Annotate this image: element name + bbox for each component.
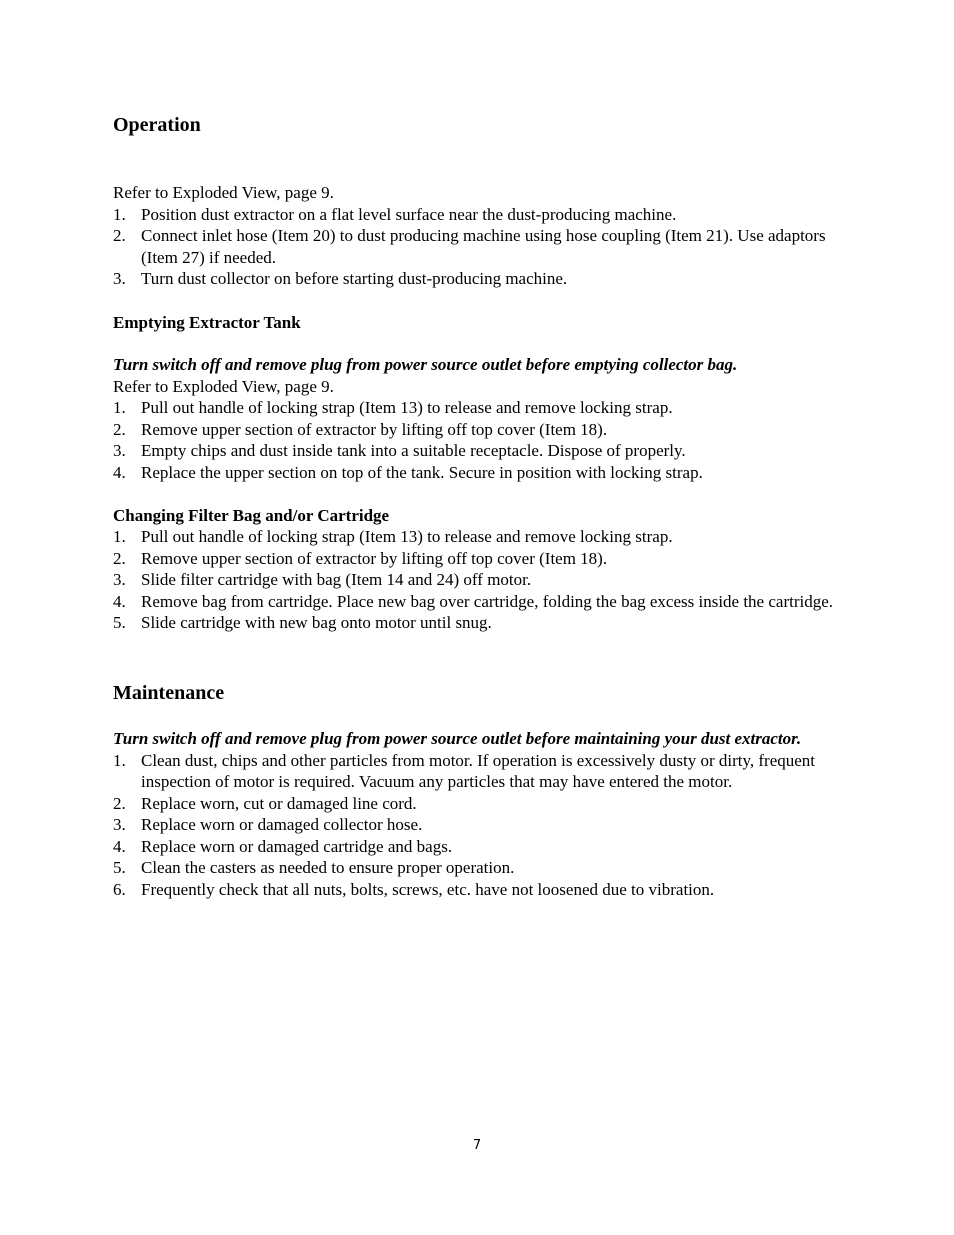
list-item — [113, 440, 843, 462]
list-number: 4. — [113, 836, 126, 856]
list-number: 6. — [113, 879, 126, 899]
list-item — [113, 419, 843, 441]
list-item-text: Clean the casters as needed to ensure proper operation. — [141, 858, 515, 877]
list-item — [113, 548, 843, 570]
list-number: 2. — [113, 793, 126, 813]
list-number: 2. — [113, 419, 126, 439]
list-number: 1. — [113, 398, 126, 417]
list-item — [113, 591, 843, 613]
filter-section — [113, 526, 843, 634]
list-number: 1. — [113, 750, 126, 770]
emptying-refer-text: Refer to Exploded View, page 9. — [113, 376, 334, 396]
list-item-text: Replace worn, cut or damaged line cord. — [141, 793, 417, 813]
operation-section — [113, 182, 843, 290]
list-item-text: Replace worn or damaged collector hose. — [141, 815, 423, 834]
page-number: 7 — [472, 1138, 482, 1153]
list-number: 3. — [113, 815, 126, 834]
list-item — [113, 225, 843, 268]
list-item — [113, 526, 843, 548]
filter-steps-list — [113, 526, 843, 634]
list-item-text: Slide cartridge with new bag onto motor until snug. — [141, 613, 492, 632]
list-item-text: Remove upper section of extractor by lifting off top cover (Item 18). — [141, 419, 608, 439]
list-item — [113, 569, 843, 591]
list-item-text: Empty chips and dust inside tank into a suitable receptacle. Dispose of properly. — [141, 441, 686, 460]
operation-heading: Operation — [113, 114, 201, 136]
emptying-steps-list — [113, 397, 843, 483]
list-item-text: Remove upper section of extractor by lifting off top cover (Item 18). — [141, 548, 608, 568]
list-item — [113, 857, 843, 879]
list-item-text: Clean dust, chips and other particles from motor. If operation is excessively dusty or dirty, frequent inspection of motor is required. Vacuum any particles that may have entered the motor. — [141, 750, 816, 791]
emptying-section — [113, 354, 843, 483]
list-item-text: Pull out handle of locking strap (Item 13) to release and remove locking strap. — [141, 527, 673, 546]
list-number: 5. — [113, 858, 126, 877]
list-item-text: Remove bag from cartridge. Place new bag over cartridge, folding the bag excess inside the cartridge. — [141, 591, 834, 611]
list-item — [113, 397, 843, 419]
maintenance-heading: Maintenance — [113, 682, 225, 704]
list-number: 1. — [113, 204, 126, 224]
list-number: 2. — [113, 226, 126, 245]
list-number: 3. — [113, 269, 126, 288]
maintenance-section — [113, 728, 843, 900]
list-number: 3. — [113, 441, 126, 460]
maintenance-steps-list — [113, 750, 843, 901]
list-number: 4. — [113, 591, 126, 611]
list-item — [113, 612, 843, 634]
list-item-text: Slide filter cartridge with bag (Item 14 and 24) off motor. — [141, 570, 532, 589]
list-item — [113, 462, 843, 484]
list-item — [113, 750, 843, 793]
list-item-text: Frequently check that all nuts, bolts, screws, etc. have not loosened due to vibration. — [141, 879, 715, 899]
list-item-text: Turn dust collector on before starting dust-producing machine. — [141, 269, 568, 288]
emptying-heading: Emptying Extractor Tank — [113, 313, 301, 332]
list-item-text: Connect inlet hose (Item 20) to dust producing machine using hose coupling (Item 21). Use adaptors (Item 27) if needed. — [141, 226, 826, 267]
list-item-text: Replace worn or damaged cartridge and bags. — [141, 836, 453, 856]
list-item — [113, 204, 843, 226]
maintenance-warning: Turn switch off and remove plug from power source outlet before maintaining your dust extractor. — [113, 729, 802, 748]
operation-steps-list — [113, 204, 843, 290]
emptying-warning: Turn switch off and remove plug from power source outlet before emptying collector bag. — [113, 355, 738, 374]
operation-refer-text: Refer to Exploded View, page 9. — [113, 183, 334, 202]
list-item — [113, 836, 843, 858]
list-number: 5. — [113, 613, 126, 632]
list-item — [113, 793, 843, 815]
list-item — [113, 268, 843, 290]
list-number: 2. — [113, 548, 126, 568]
list-number: 3. — [113, 570, 126, 589]
list-number: 4. — [113, 462, 126, 482]
list-item — [113, 814, 843, 836]
list-item — [113, 879, 843, 901]
list-item-text: Position dust extractor on a flat level surface near the dust-producing machine. — [141, 204, 677, 224]
list-item-text: Replace the upper section on top of the tank. Secure in position with locking strap. — [141, 462, 703, 482]
filter-heading: Changing Filter Bag and/or Cartridge — [113, 506, 390, 525]
list-number: 1. — [113, 527, 126, 546]
list-item-text: Pull out handle of locking strap (Item 13) to release and remove locking strap. — [141, 398, 673, 417]
